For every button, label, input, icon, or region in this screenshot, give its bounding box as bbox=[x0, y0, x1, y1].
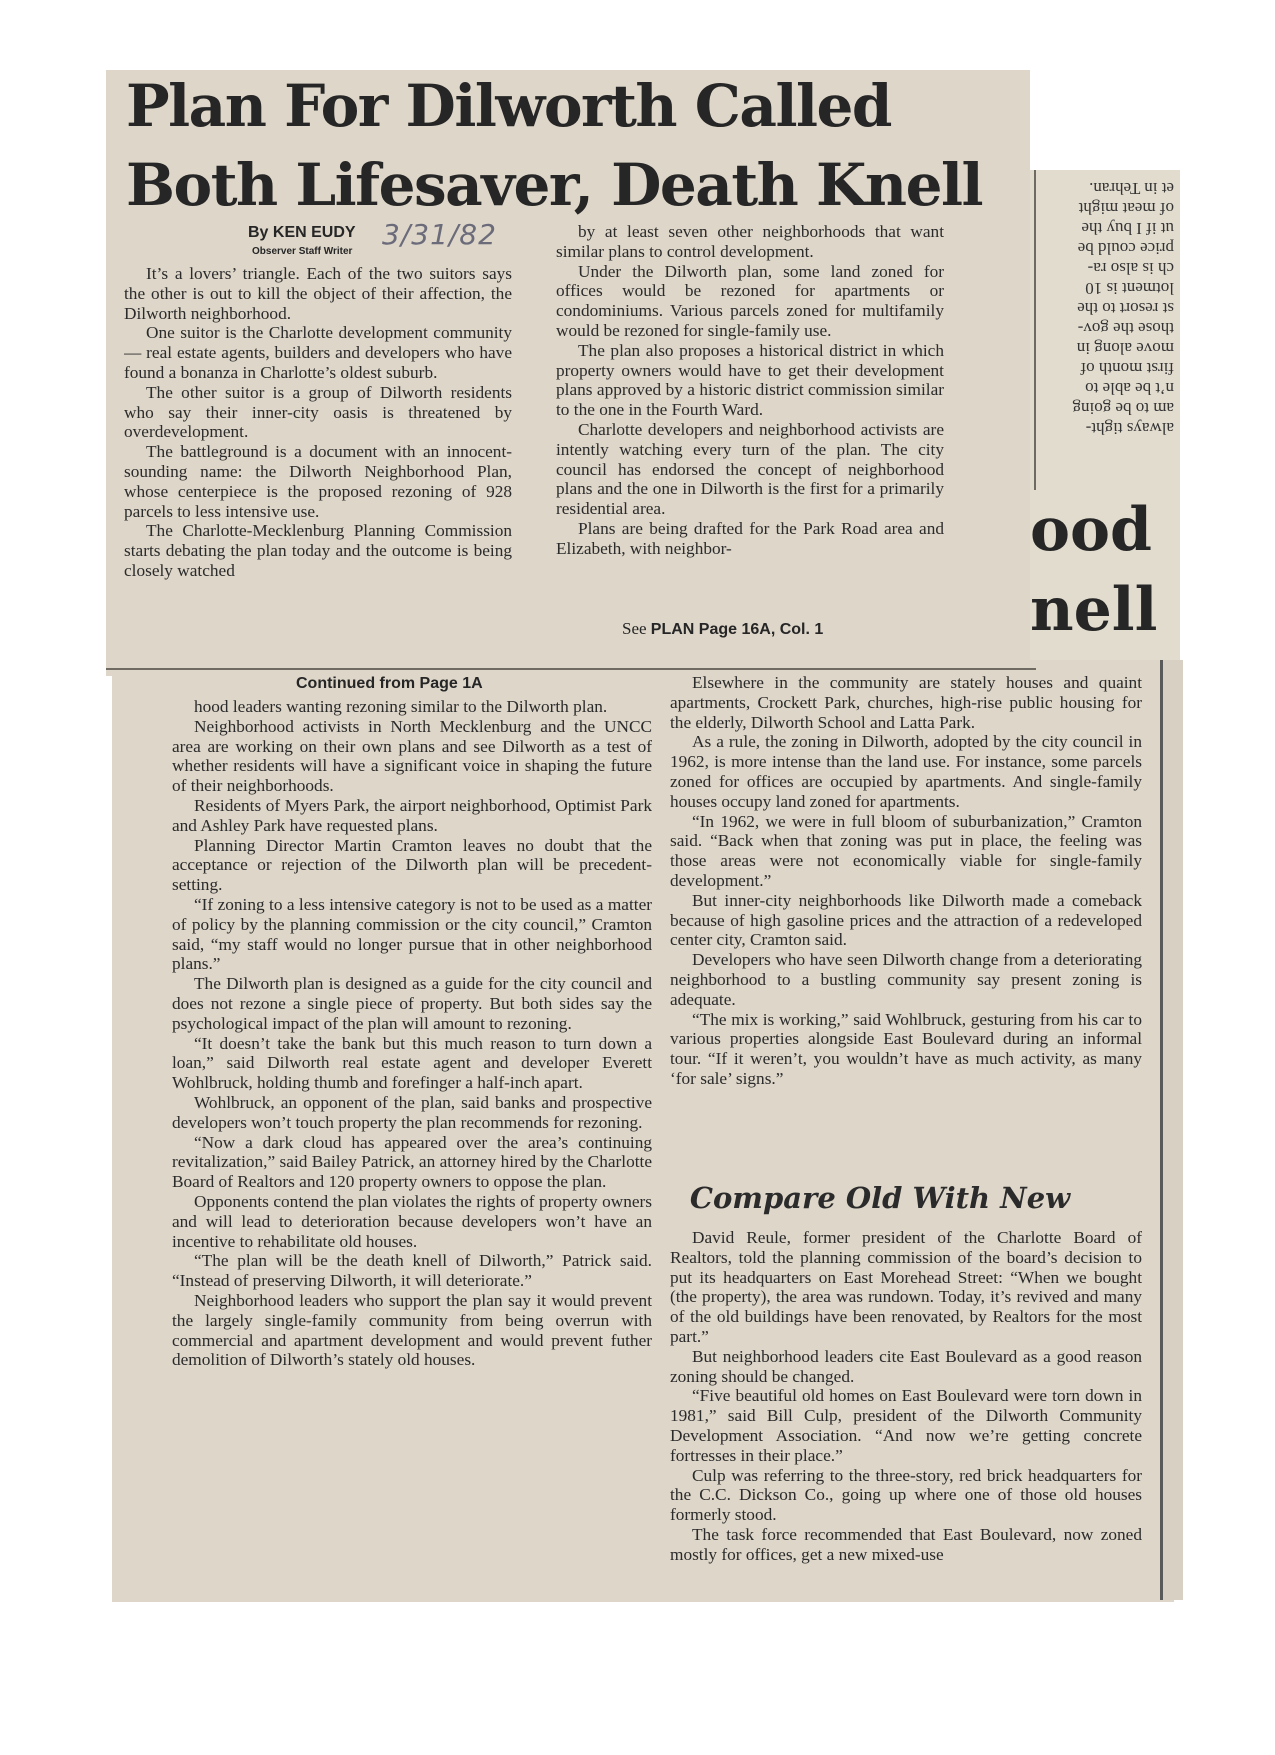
upside-down-line: price could be bbox=[1077, 239, 1174, 258]
jump-reference bbox=[622, 619, 823, 639]
fold-rule bbox=[106, 668, 1036, 670]
section-subhead: Compare Old With New bbox=[689, 1181, 1071, 1215]
paragraph: But inner-city neighborhoods like Dilworth made a comeback because of high gasoline prices and the attraction of a redeveloped center city, Cramton said. bbox=[670, 890, 1142, 950]
adjacent-column-edge bbox=[1160, 660, 1183, 1600]
paragraph: The plan also proposes a historical district in which property owners would have to get their development plans approved by a historic district commission similar to the one in the Fourth Ward. bbox=[556, 340, 944, 420]
upside-down-line: n’t be able to bbox=[1085, 379, 1174, 398]
paragraph: Plans are being drafted for the Park Road area and Elizabeth, with neighbor- bbox=[556, 518, 944, 558]
adjacent-headline-fragment-2: nell bbox=[1030, 575, 1158, 645]
paragraph: Developers who have seen Dilworth change from a deteriorating neighborhood to a bustling community say present zoning is adequate. bbox=[670, 950, 1142, 1009]
handwritten-date: 3/31/82 bbox=[382, 218, 497, 251]
paragraph: Planning Director Martin Cramton leaves no doubt that the acceptance or rejection of the Dilworth plan will be precedent-setting. bbox=[172, 835, 652, 895]
byline-role: Observer Staff Writer bbox=[252, 246, 353, 257]
continued-column-1 bbox=[172, 697, 652, 1593]
upside-down-line: ut if I buy the bbox=[1081, 219, 1174, 238]
paragraph: Neighborhood activists in North Mecklenburg and the UNCC area are working on their own plans and see Dilworth as a test of whether residents will have a significant voice in shaping the future of their neighborhoods. bbox=[172, 716, 652, 796]
continued-from-label: Continued from Page 1A bbox=[296, 675, 483, 692]
front-column-2 bbox=[556, 222, 944, 616]
paragraph: Opponents contend the plan violates the rights of property owners and will lead to deterioration because developers won’t have an incentive to rehabilitate old houses. bbox=[172, 1191, 652, 1251]
adjacent-headline-fragment-1: ood bbox=[1030, 495, 1152, 565]
upside-down-line: move along in bbox=[1076, 339, 1174, 358]
upside-down-adjacent-text bbox=[1030, 178, 1174, 438]
paragraph: Residents of Myers Park, the airport neighborhood, Optimist Park and Ashley Park have requested plans. bbox=[172, 795, 652, 835]
paragraph: “It doesn’t take the bank but this much reason to turn down a loan,” said Dilworth real estate agent and developer Everett Wohlbruck, holding thumb and forefinger a half-inch apart. bbox=[172, 1033, 652, 1093]
upside-down-line: ch is also ra- bbox=[1087, 259, 1174, 278]
paragraph: David Reule, former president of the Charlotte Board of Realtors, told the planning commission of the board’s decision to put its headquarters on East Morehead Street: “When we bought (the property), the area was rundown. Today, it’s revived and many of the old buildings have been renovated, by Realtors for the most part.” bbox=[670, 1228, 1142, 1346]
continued-column-2-top bbox=[670, 673, 1142, 1173]
paragraph: “The mix is working,” said Wohlbruck, gesturing from his car to various properties alongside East Boulevard during an informal tour. “If it weren’t, you wouldn’t have as much activity, as many ‘for sale’ signs.” bbox=[670, 1009, 1142, 1088]
paragraph: One suitor is the Charlotte development community — real estate agents, builders and developers who have found a bonanza in Charlotte’s oldest suburb. bbox=[124, 323, 512, 382]
adjacent-article-strip bbox=[1030, 170, 1180, 660]
byline-author: By KEN EUDY bbox=[248, 224, 356, 241]
paragraph: The other suitor is a group of Dilworth residents who say their inner-city oasis is threatened by overdevelopment. bbox=[124, 382, 512, 442]
paragraph: Wohlbruck, an opponent of the plan, said banks and prospective developers won’t touch property the plan recommends for rezoning. bbox=[172, 1092, 652, 1132]
paragraph: The Dilworth plan is designed as a guide for the city council and does not rezone a single piece of property. But both sides say the psychological impact of the plan will amount to rezoning. bbox=[172, 974, 652, 1033]
paragraph: Neighborhood leaders who support the plan say it would prevent the largely single-family community from being overrun with commercial and apartment development and would prevent futher demolition of Dilworth’s stately old houses. bbox=[172, 1290, 652, 1370]
paragraph: hood leaders wanting rezoning similar to the Dilworth plan. bbox=[194, 697, 608, 716]
jump-page-ref: PLAN Page 16A, Col. 1 bbox=[650, 621, 824, 638]
paragraph: The Charlotte-Mecklenburg Planning Commission starts debating the plan today and the outcome is being closely watched bbox=[124, 521, 512, 580]
paragraph: “If zoning to a less intensive category is not to be used as a matter of policy by the planning commission or the city council,” Cramton said, “my staff would no longer pursue that in other neighborhood plans.” bbox=[172, 894, 652, 974]
upside-down-line: am to be going bbox=[1072, 399, 1174, 418]
paragraph: But neighborhood leaders cite East Boulevard as a good reason zoning should be changed. bbox=[670, 1346, 1142, 1386]
upside-down-line: those the gov- bbox=[1077, 319, 1174, 338]
paragraph: “The plan will be the death knell of Dilworth,” Patrick said. “Instead of preserving Dilworth, it will deteriorate.” bbox=[172, 1251, 652, 1291]
front-column-1 bbox=[124, 264, 512, 642]
upside-down-line: st resort to the bbox=[1077, 299, 1174, 318]
paragraph: Elsewhere in the community are stately houses and quaint apartments, Crockett Park, churches, high-rise public housing for the elderly, Dilworth School and Latta Park. bbox=[670, 673, 1142, 732]
paragraph: As a rule, the zoning in Dilworth, adopted by the city council in 1962, is more intense than the land use. For instance, some parcels zoned for offices are occupied by apartments. And single-family houses occupy land zoned for apartments. bbox=[670, 732, 1142, 811]
paragraph: “In 1962, we were in full bloom of suburbanization,” Cramton said. “Back when that zoning was put in place, the feeling was those areas were not economically viable for single-family development.” bbox=[670, 811, 1142, 890]
upside-down-line: always tight- bbox=[1085, 419, 1174, 438]
paragraph: “Five beautiful old homes on East Boulevard were torn down in 1981,” said Bill Culp, president of the Dilworth Community Development Association. “And now we’re getting concrete fortresses in their place.” bbox=[670, 1386, 1142, 1465]
paragraph: Charlotte developers and neighborhood activists are intently watching every turn of the plan. The city council has endorsed the concept of neighborhood plans and the one in Dilworth is the first for a primarily residential area. bbox=[556, 419, 944, 519]
paragraph: The battleground is a document with an innocent-sounding name: the Dilworth Neighborhood Plan, whose centerpiece is the proposed rezoning of 928 parcels to less intensive use. bbox=[124, 442, 512, 521]
upside-down-line: et in Tehran. bbox=[1089, 179, 1174, 198]
paragraph: Culp was referring to the three-story, red brick headquarters for the C.C. Dickson Co., going up where one of those old houses formerly stood. bbox=[670, 1465, 1142, 1525]
continued-column-2-bottom bbox=[670, 1228, 1142, 1600]
headline-line-1: Plan For Dilworth Called bbox=[126, 72, 891, 140]
upside-down-line: first month of bbox=[1080, 359, 1174, 378]
headline-line-2: Both Lifesaver, Death Knell bbox=[126, 151, 983, 219]
paragraph: “Now a dark cloud has appeared over the area’s continuing revitalization,” said Bailey Patrick, an attorney hired by the Charlotte Board of Realtors and 120 property owners to oppose the plan. bbox=[172, 1132, 652, 1192]
paragraph: by at least seven other neighborhoods that want similar plans to control development. bbox=[556, 222, 944, 261]
upside-down-line: lotment is 10 bbox=[1085, 279, 1174, 298]
paragraph: Under the Dilworth plan, some land zoned for offices would be rezoned for apartments or condominiums. Various parcels zoned for multifamily would be rezoned for single-family use. bbox=[556, 261, 944, 340]
upside-down-line: of meat might bbox=[1078, 199, 1174, 218]
paragraph: It’s a lovers’ triangle. Each of the two suitors says the other is out to kill the object of their affection, the Dilworth neighborhood. bbox=[124, 264, 512, 323]
paragraph: The task force recommended that East Boulevard, now zoned mostly for offices, get a new mixed-use bbox=[670, 1524, 1142, 1564]
jump-see-label: See bbox=[622, 619, 647, 638]
column-rule bbox=[1034, 170, 1036, 490]
